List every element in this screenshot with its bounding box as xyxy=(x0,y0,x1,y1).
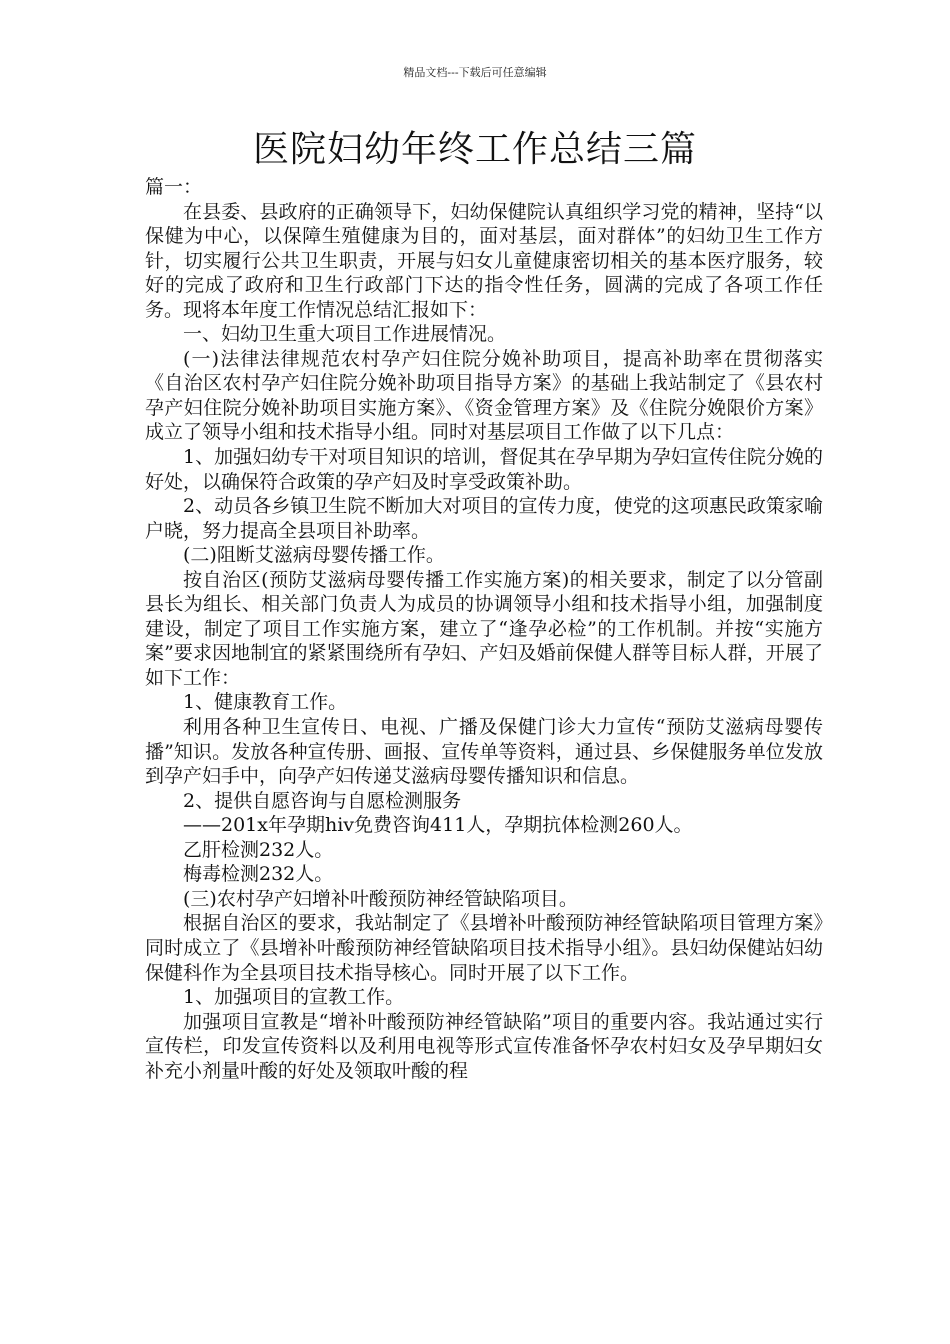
paragraph: 利用各种卫生宣传日、电视、广播及保健门诊大力宣传“预防艾滋病母婴传播”知识。发放各种宣传册、画报、宣传单等资料，通过县、乡保健服务单位发放到孕产妇手中，向孕产妇传递艾滋病母婴传播知识和信息。 xyxy=(145,716,823,788)
paragraph: 乙肝检测232人。 xyxy=(183,838,334,861)
paragraph: 按自治区(预防艾滋病母婴传播工作实施方案)的相关要求，制定了以分管副县长为组长、相关部门负责人为成员的协调领导小组和技术指导小组，加强制度建设，制定了项目工作实施方案，建立了“逢孕必检”的工作机制。并按“实施方案”要求因地制宜的紧紧围绕所有孕妇、产妇及婚前保健人群等目标人群，开展了如下工作： xyxy=(145,568,823,689)
paragraph: 1、加强项目的宣教工作。 xyxy=(183,986,405,1009)
paragraph: 在县委、县政府的正确领导下，妇幼保健院认真组织学习党的精神，坚持“以保健为中心，以保障生殖健康为目的，面对基层，面对群体”的妇幼卫生工作方针，切实履行公共卫生职责，开展与妇女儿童健康密切相关的基本医疗服务，较好的完成了政府和卫生行政部门下达的指令性任务，圆满的完成了各项工作任务。现将本年度工作情况总结汇报如下： xyxy=(145,200,823,321)
document-title: 医院妇幼年终工作总结三篇 xyxy=(252,129,697,170)
header-note: 精品文档---下载后可任意编辑 xyxy=(403,66,547,79)
paragraph: 加强项目宣教是“增补叶酸预防神经管缺陷”项目的重要内容。我站通过实行宣传栏，印发宣传资料以及利用电视等形式宣传准备怀孕农村妇女及孕早期妇女补充小剂量叶酸的好处及领取叶酸的程 xyxy=(145,1010,823,1082)
paragraph: 1、加强妇幼专干对项目知识的培训，督促其在孕早期为孕妇宣传住院分娩的好处，以确保符合政策的孕产妇及时享受政策补助。 xyxy=(145,446,823,493)
paragraph: (三)农村孕产妇增补叶酸预防神经管缺陷项目。 xyxy=(183,887,578,910)
paragraph: (二)阻断艾滋病母婴传播工作。 xyxy=(183,544,445,567)
paragraph: ——201x年孕期hiv免费咨询411人，孕期抗体检测260人。 xyxy=(183,814,693,837)
paragraph: 梅毒检测232人。 xyxy=(183,863,334,886)
paragraph: 根据自治区的要求，我站制定了《县增补叶酸预防神经管缺陷项目管理方案》同时成立了《县增补叶酸预防神经管缺陷项目技术指导小组》。县妇幼保健站妇幼保健科作为全县项目技术指导核心。同时开展了以下工作。 xyxy=(145,912,823,984)
paragraph: 篇一： xyxy=(145,176,203,198)
paragraph: 一、妇幼卫生重大项目工作进展情况。 xyxy=(183,323,507,346)
paragraph: 1、健康教育工作。 xyxy=(183,691,348,714)
paragraph: (一)法律法律规范农村孕产妇住院分娩补助项目，提高补助率在贯彻落实《自治区农村孕产妇住院分娩补助项目指导方案》的基础上我站制定了《县农村孕产妇住院分娩补助项目实施方案》、《资金管理方案》及《住院分娩限价方案》成立了领导小组和技术指导小组。同时对基层项目工作做了以下几点： xyxy=(145,347,823,444)
paragraph: 2、动员各乡镇卫生院不断加大对项目的宣传力度，使党的这项惠民政策家喻户晓，努力提高全县项目补助率。 xyxy=(145,495,823,542)
paragraph: 2、提供自愿咨询与自愿检测服务 xyxy=(183,789,462,812)
document-body xyxy=(145,175,823,1083)
